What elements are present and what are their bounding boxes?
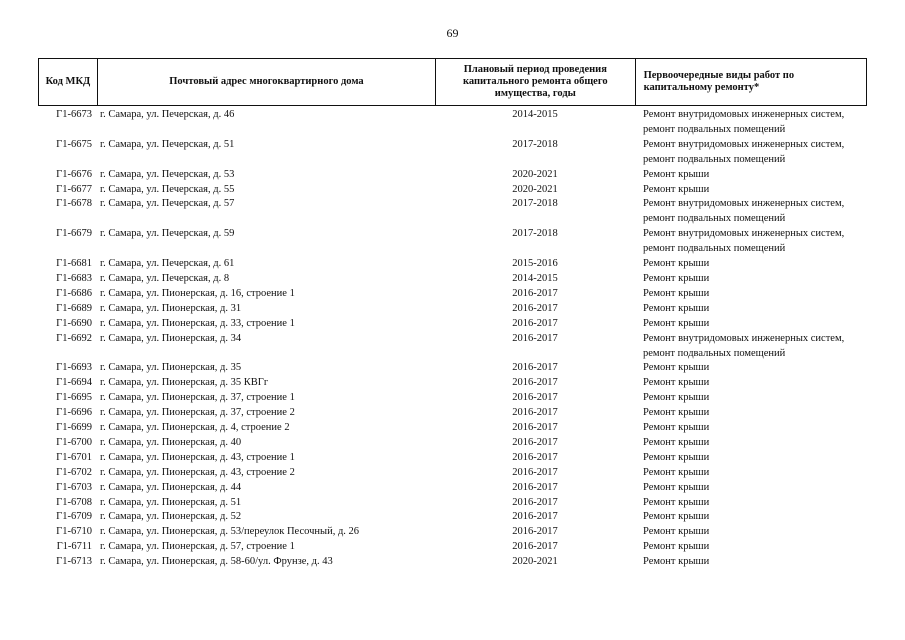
row-address: г. Самара, ул. Печерская, д. 53 <box>100 168 235 180</box>
row-code: Г1-6681 <box>56 258 92 270</box>
table-row <box>38 302 867 317</box>
table-row <box>38 391 867 406</box>
row-code: Г1-6700 <box>56 436 92 448</box>
row-period: 2016-2017 <box>512 392 558 404</box>
row-code: Г1-6676 <box>56 168 92 180</box>
row-code: Г1-6699 <box>56 422 92 434</box>
row-period: 2016-2017 <box>512 362 558 374</box>
row-address: г. Самара, ул. Пионерская, д. 37, строение 1 <box>100 392 295 404</box>
header-works: Первоочередные виды работ по капитальному ремонту* <box>635 59 866 105</box>
row-period: 2016-2017 <box>512 436 558 448</box>
row-works: Ремонт крыши <box>643 317 710 329</box>
row-code: Г1-6708 <box>56 496 92 508</box>
table-row <box>38 376 867 391</box>
row-works: Ремонт крыши <box>643 526 710 538</box>
row-period: 2016-2017 <box>512 377 558 389</box>
row-address: г. Самара, ул. Пионерская, д. 35 <box>100 362 242 374</box>
table-header <box>38 58 867 106</box>
row-period: 2017-2018 <box>512 198 558 210</box>
table-row <box>38 421 867 436</box>
table-row <box>38 272 867 287</box>
row-code: Г1-6693 <box>56 362 92 374</box>
row-address: г. Самара, ул. Пионерская, д. 33, строение 1 <box>100 317 295 329</box>
table-row <box>38 257 867 272</box>
row-works: Ремонт крыши <box>643 511 710 523</box>
row-works: Ремонт внутридомовых инженерных систем, ремонт подвальных помещений <box>643 332 845 359</box>
row-works: Ремонт крыши <box>643 496 710 508</box>
row-works: Ремонт крыши <box>643 168 710 180</box>
row-address: г. Самара, ул. Печерская, д. 46 <box>100 109 235 120</box>
table-row <box>38 227 867 257</box>
row-works: Ремонт крыши <box>643 272 710 284</box>
row-address: г. Самара, ул. Пионерская, д. 53/переулок Песочный, д. 26 <box>100 526 360 538</box>
row-period: 2016-2017 <box>512 541 558 553</box>
row-works: Ремонт крыши <box>643 258 710 270</box>
row-works: Ремонт крыши <box>643 466 710 478</box>
row-address: г. Самара, ул. Пионерская, д. 58-60/ул. Фрунзе, д. 43 <box>100 556 333 568</box>
row-code: Г1-6678 <box>56 198 92 210</box>
row-code: Г1-6677 <box>56 183 92 195</box>
row-address: г. Самара, ул. Пионерская, д. 43, строение 1 <box>100 451 295 463</box>
table-row <box>38 183 867 198</box>
table-row <box>38 197 867 227</box>
row-code: Г1-6703 <box>56 481 92 493</box>
row-period: 2016-2017 <box>512 317 558 329</box>
row-period: 2016-2017 <box>512 332 558 344</box>
row-address: г. Самара, ул. Пионерская, д. 37, строение 2 <box>100 407 295 419</box>
row-works: Ремонт внутридомовых инженерных систем, ремонт подвальных помещений <box>643 228 845 255</box>
row-period: 2016-2017 <box>512 287 558 299</box>
row-code: Г1-6679 <box>56 228 92 240</box>
row-address: г. Самара, ул. Печерская, д. 59 <box>100 228 235 240</box>
row-code: Г1-6686 <box>56 287 92 299</box>
table-row <box>38 510 867 525</box>
row-address: г. Самара, ул. Пионерская, д. 57, строение 1 <box>100 541 295 553</box>
row-works: Ремонт внутридомовых инженерных систем, ремонт подвальных помещений <box>643 198 845 225</box>
table-row <box>38 525 867 540</box>
row-code: Г1-6694 <box>56 377 92 389</box>
row-address: г. Самара, ул. Пионерская, д. 35 КВГг <box>100 377 269 389</box>
row-code: Г1-6692 <box>56 332 92 344</box>
table-row <box>38 406 867 421</box>
table-row <box>38 332 867 362</box>
row-address: г. Самара, ул. Пионерская, д. 52 <box>100 511 242 523</box>
row-period: 2014-2015 <box>512 272 558 284</box>
row-code: Г1-6711 <box>56 541 92 553</box>
row-address: г. Самара, ул. Пионерская, д. 44 <box>100 481 242 493</box>
header-code: Код МКД <box>45 76 91 87</box>
row-address: г. Самара, ул. Пионерская, д. 31 <box>100 302 242 314</box>
table-row <box>38 108 867 138</box>
row-works: Ремонт крыши <box>643 407 710 419</box>
row-works: Ремонт крыши <box>643 541 710 553</box>
row-period: 2017-2018 <box>512 138 558 150</box>
row-code: Г1-6675 <box>56 138 92 150</box>
row-address: г. Самара, ул. Печерская, д. 57 <box>100 198 235 210</box>
row-code: Г1-6713 <box>56 556 92 568</box>
table-body <box>38 108 867 570</box>
row-address: г. Самара, ул. Пионерская, д. 34 <box>100 332 242 344</box>
row-code: Г1-6696 <box>56 407 92 419</box>
table-row <box>38 138 867 168</box>
row-period: 2016-2017 <box>512 466 558 478</box>
row-works: Ремонт крыши <box>643 422 710 434</box>
row-address: г. Самара, ул. Пионерская, д. 51 <box>100 496 242 508</box>
row-code: Г1-6673 <box>56 109 92 120</box>
row-period: 2016-2017 <box>512 407 558 419</box>
table-row <box>38 496 867 511</box>
row-period: 2016-2017 <box>512 526 558 538</box>
row-works: Ремонт внутридомовых инженерных систем, ремонт подвальных помещений <box>643 109 845 135</box>
row-period: 2016-2017 <box>512 496 558 508</box>
table-row <box>38 481 867 496</box>
table-row <box>38 451 867 466</box>
row-works: Ремонт крыши <box>643 436 710 448</box>
table-row <box>38 436 867 451</box>
row-period: 2016-2017 <box>512 422 558 434</box>
row-code: Г1-6690 <box>56 317 92 329</box>
row-works: Ремонт крыши <box>643 392 710 404</box>
row-address: г. Самара, ул. Печерская, д. 61 <box>100 258 235 270</box>
row-address: г. Самара, ул. Пионерская, д. 16, строение 1 <box>100 287 295 299</box>
row-code: Г1-6701 <box>56 451 92 463</box>
row-works: Ремонт внутридомовых инженерных систем, ремонт подвальных помещений <box>643 138 845 165</box>
table-row <box>38 555 867 570</box>
row-code: Г1-6702 <box>56 466 92 478</box>
table-row <box>38 466 867 481</box>
table-row <box>38 361 867 376</box>
row-period: 2020-2021 <box>512 183 558 195</box>
table-row <box>38 540 867 555</box>
row-period: 2020-2021 <box>512 168 558 180</box>
header-address: Почтовый адрес многоквартирного дома <box>97 59 435 105</box>
row-address: г. Самара, ул. Печерская, д. 55 <box>100 183 235 195</box>
row-works: Ремонт крыши <box>643 287 710 299</box>
header-period: Плановый период проведения капитального ремонта общего имущества, годы <box>435 59 635 105</box>
row-address: г. Самара, ул. Пионерская, д. 4, строение 2 <box>100 422 290 434</box>
row-works: Ремонт крыши <box>643 362 710 374</box>
row-code: Г1-6683 <box>56 272 92 284</box>
row-code: Г1-6710 <box>56 526 92 538</box>
table-row <box>38 287 867 302</box>
row-code: Г1-6689 <box>56 302 92 314</box>
row-works: Ремонт крыши <box>643 556 710 568</box>
row-address: г. Самара, ул. Печерская, д. 51 <box>100 138 235 150</box>
table-row <box>38 317 867 332</box>
row-period: 2017-2018 <box>512 228 558 240</box>
row-works: Ремонт крыши <box>643 183 710 195</box>
row-works: Ремонт крыши <box>643 302 710 314</box>
table-row <box>38 168 867 183</box>
row-works: Ремонт крыши <box>643 451 710 463</box>
row-code: Г1-6695 <box>56 392 92 404</box>
row-code: Г1-6709 <box>56 511 92 523</box>
row-period: 2016-2017 <box>512 511 558 523</box>
row-address: г. Самара, ул. Пионерская, д. 40 <box>100 436 242 448</box>
row-period: 2015-2016 <box>512 258 558 270</box>
row-period: 2016-2017 <box>512 451 558 463</box>
row-period: 2016-2017 <box>512 481 558 493</box>
page-number: 69 <box>446 26 459 40</box>
row-period: 2020-2021 <box>512 556 558 568</box>
row-address: г. Самара, ул. Печерская, д. 8 <box>100 272 230 284</box>
row-address: г. Самара, ул. Пионерская, д. 43, строение 2 <box>100 466 295 478</box>
row-works: Ремонт крыши <box>643 481 710 493</box>
row-period: 2016-2017 <box>512 302 558 314</box>
row-period: 2014-2015 <box>512 109 558 120</box>
row-works: Ремонт крыши <box>643 377 710 389</box>
